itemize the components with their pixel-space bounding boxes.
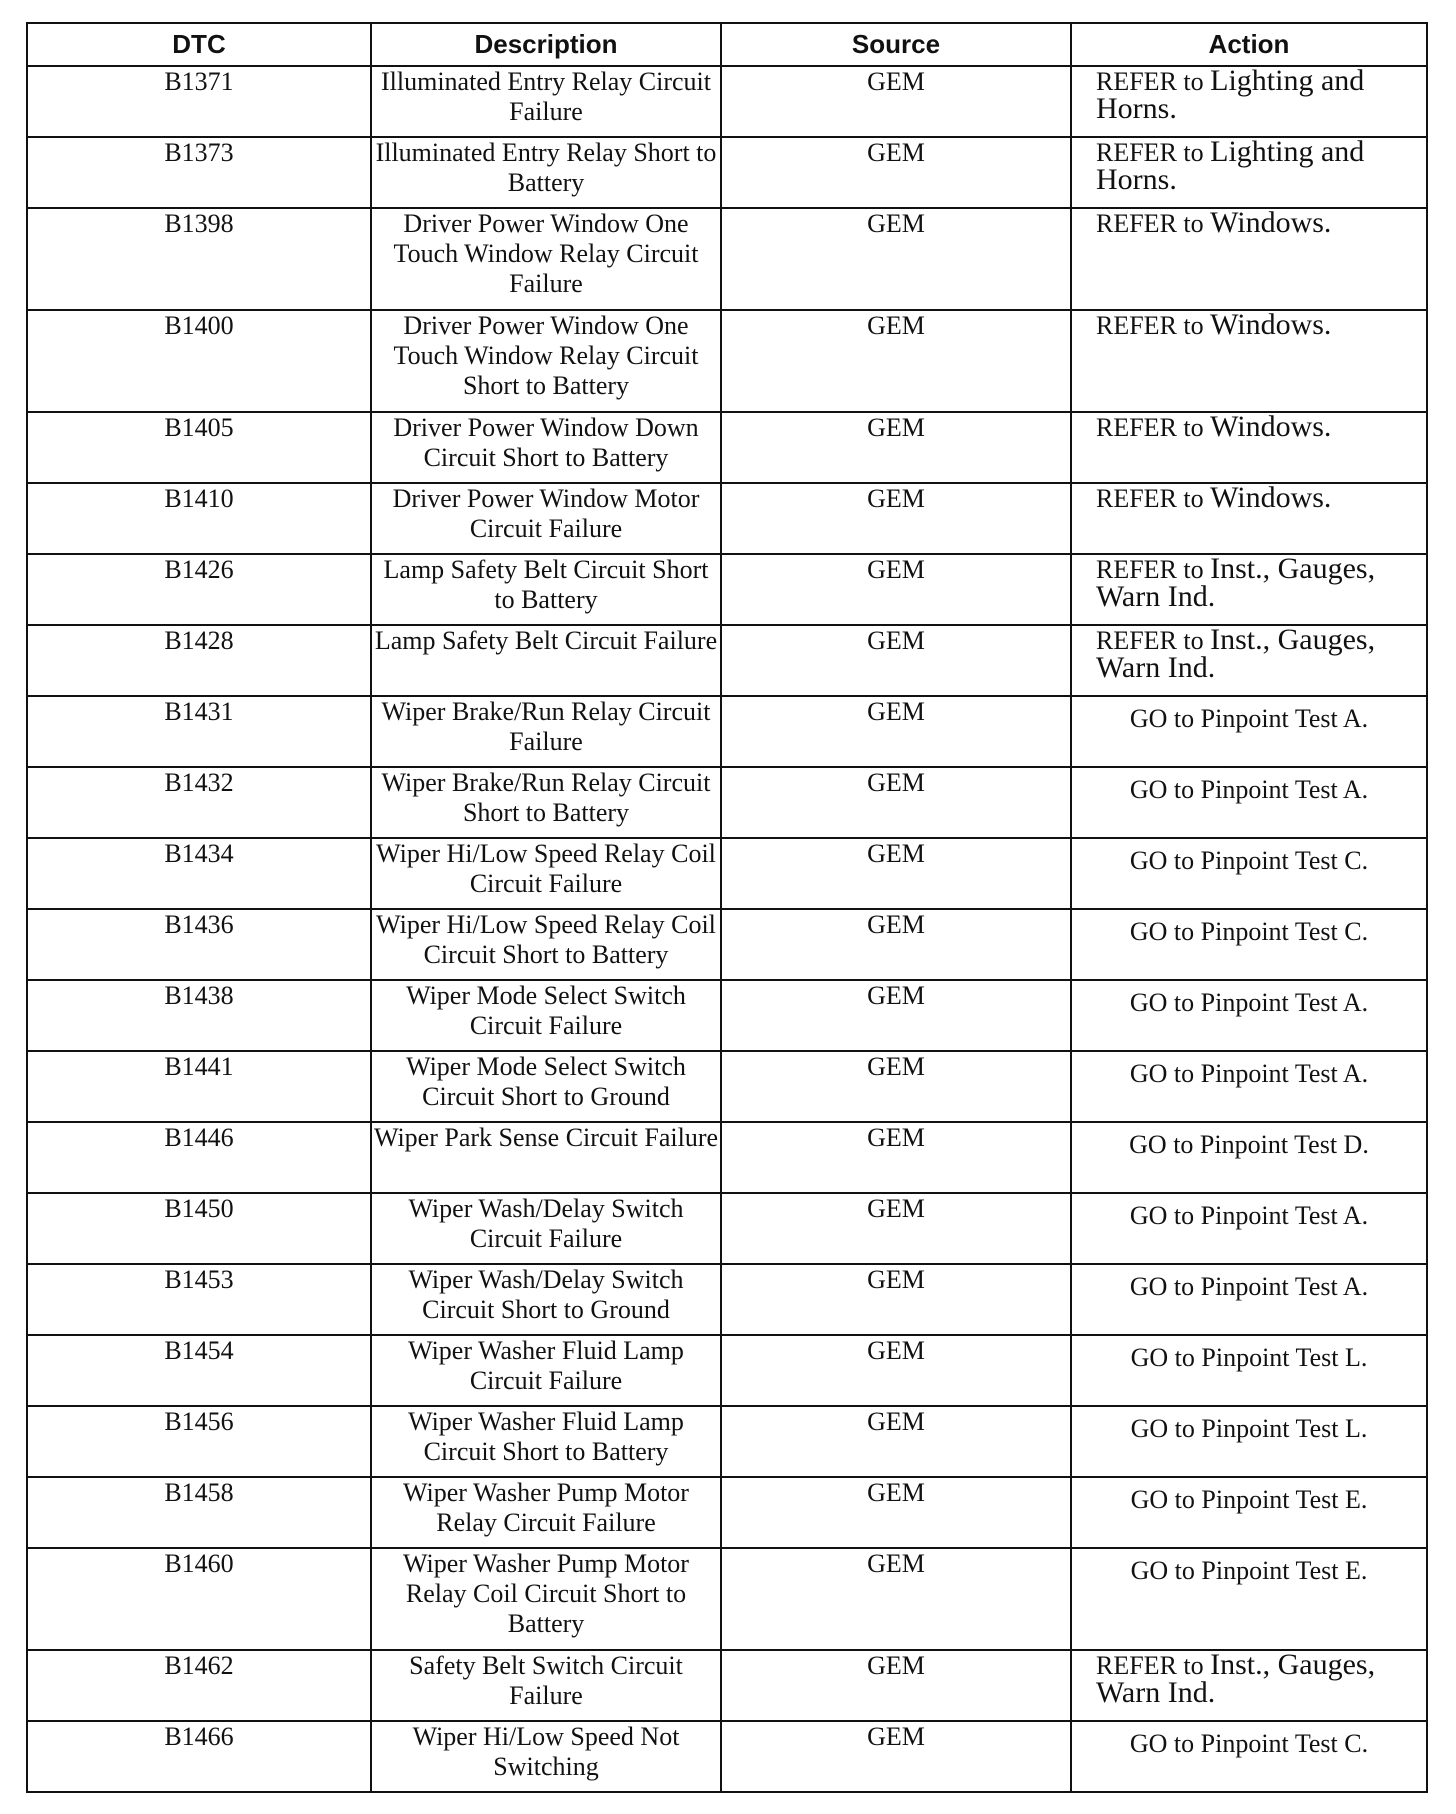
table-row (27, 1650, 1427, 1721)
action-text: Lighting and Horns. (1096, 135, 1365, 196)
table-row (27, 696, 1427, 767)
description: Wiper Brake/Run Relay Circuit Short to Battery (371, 767, 721, 838)
source: GEM (721, 625, 1071, 696)
description: Driver Power Window One Touch Window Relay Circuit Failure (371, 208, 721, 310)
description: Wiper Hi/Low Speed Relay Coil Circuit Short to Battery (371, 909, 721, 980)
dtc-table-page (26, 22, 1426, 1793)
action-prefix: REFER to (1096, 1651, 1204, 1680)
action (1071, 208, 1427, 310)
description: Wiper Wash/Delay Switch Circuit Short to Ground (371, 1264, 721, 1335)
action (1071, 554, 1427, 625)
description: Illuminated Entry Relay Short to Battery (371, 137, 721, 208)
header-action: Action (1071, 23, 1427, 66)
description: Safety Belt Switch Circuit Failure (371, 1650, 721, 1721)
action-prefix: REFER to (1096, 413, 1204, 442)
dtc-code: B1434 (27, 838, 371, 909)
dtc-code: B1466 (27, 1721, 371, 1792)
table-row (27, 909, 1427, 980)
source: GEM (721, 66, 1071, 137)
action: GO to Pinpoint Test A. (1071, 696, 1427, 767)
table-row (27, 483, 1427, 554)
description: Lamp Safety Belt Circuit Short to Battery (371, 554, 721, 625)
dtc-code: B1426 (27, 554, 371, 625)
description: Wiper Washer Pump Motor Relay Coil Circuit Short to Battery (371, 1548, 721, 1650)
action: GO to Pinpoint Test E. (1071, 1477, 1427, 1548)
source: GEM (721, 1051, 1071, 1122)
action (1071, 1650, 1427, 1721)
dtc-table (26, 22, 1428, 1793)
description: Wiper Hi/Low Speed Relay Coil Circuit Failure (371, 838, 721, 909)
source: GEM (721, 137, 1071, 208)
table-row (27, 1406, 1427, 1477)
action: GO to Pinpoint Test A. (1071, 1264, 1427, 1335)
dtc-code: B1410 (27, 483, 371, 554)
dtc-code: B1432 (27, 767, 371, 838)
source: GEM (721, 1193, 1071, 1264)
source: GEM (721, 909, 1071, 980)
description: Driver Power Window One Touch Window Relay Circuit Short to Battery (371, 310, 721, 412)
source: GEM (721, 1264, 1071, 1335)
header-source: Source (721, 23, 1071, 66)
action (1071, 483, 1427, 554)
table-row (27, 980, 1427, 1051)
description: Wiper Park Sense Circuit Failure (371, 1122, 721, 1193)
dtc-code: B1453 (27, 1264, 371, 1335)
action-text: Windows. (1210, 481, 1332, 514)
table-row (27, 1721, 1427, 1792)
action: GO to Pinpoint Test E. (1071, 1548, 1427, 1650)
source: GEM (721, 1477, 1071, 1548)
table-row (27, 208, 1427, 310)
source: GEM (721, 980, 1071, 1051)
action-prefix: REFER to (1096, 138, 1204, 167)
source: GEM (721, 1406, 1071, 1477)
action: GO to Pinpoint Test D. (1071, 1122, 1427, 1193)
source: GEM (721, 1548, 1071, 1650)
description: Driver Power Window Down Circuit Short to Battery (371, 412, 721, 483)
dtc-code: B1436 (27, 909, 371, 980)
table-row (27, 1548, 1427, 1650)
action-prefix: REFER to (1096, 311, 1204, 340)
dtc-code: B1371 (27, 66, 371, 137)
dtc-code: B1373 (27, 137, 371, 208)
description: Illuminated Entry Relay Circuit Failure (371, 66, 721, 137)
table-row (27, 1264, 1427, 1335)
source: GEM (721, 1721, 1071, 1792)
action: GO to Pinpoint Test C. (1071, 838, 1427, 909)
table-row (27, 554, 1427, 625)
action-prefix: REFER to (1096, 484, 1204, 513)
action-prefix: REFER to (1096, 67, 1204, 96)
dtc-code: B1431 (27, 696, 371, 767)
source: GEM (721, 1122, 1071, 1193)
dtc-code: B1460 (27, 1548, 371, 1650)
header-dtc: DTC (27, 23, 371, 66)
action (1071, 412, 1427, 483)
source: GEM (721, 767, 1071, 838)
table-row (27, 1477, 1427, 1548)
table-row (27, 838, 1427, 909)
dtc-code: B1398 (27, 208, 371, 310)
action (1071, 137, 1427, 208)
action: GO to Pinpoint Test L. (1071, 1406, 1427, 1477)
source: GEM (721, 1650, 1071, 1721)
action-prefix: REFER to (1096, 626, 1204, 655)
description: Wiper Washer Fluid Lamp Circuit Short to Battery (371, 1406, 721, 1477)
action (1071, 625, 1427, 696)
action-text: Inst., Gauges, Warn Ind. (1096, 623, 1376, 684)
action: GO to Pinpoint Test A. (1071, 767, 1427, 838)
table-header-row (27, 23, 1427, 66)
table-row (27, 625, 1427, 696)
dtc-code: B1428 (27, 625, 371, 696)
table-row (27, 1335, 1427, 1406)
action-text: Windows. (1210, 308, 1332, 341)
dtc-code: B1441 (27, 1051, 371, 1122)
table-row (27, 412, 1427, 483)
table-row (27, 1051, 1427, 1122)
action-text: Lighting and Horns. (1096, 64, 1365, 125)
action: GO to Pinpoint Test A. (1071, 1193, 1427, 1264)
description: Driver Power Window Motor Circuit Failure (371, 483, 721, 554)
dtc-code: B1400 (27, 310, 371, 412)
source: GEM (721, 554, 1071, 625)
table-row (27, 1193, 1427, 1264)
action-prefix: REFER to (1096, 555, 1204, 584)
action-text: Inst., Gauges, Warn Ind. (1096, 552, 1376, 613)
action (1071, 310, 1427, 412)
description: Lamp Safety Belt Circuit Failure (371, 625, 721, 696)
dtc-code: B1456 (27, 1406, 371, 1477)
source: GEM (721, 412, 1071, 483)
table-row (27, 767, 1427, 838)
table-row (27, 137, 1427, 208)
table-row (27, 1122, 1427, 1193)
description: Wiper Mode Select Switch Circuit Failure (371, 980, 721, 1051)
source: GEM (721, 483, 1071, 554)
dtc-code: B1462 (27, 1650, 371, 1721)
description: Wiper Washer Pump Motor Relay Circuit Failure (371, 1477, 721, 1548)
description: Wiper Washer Fluid Lamp Circuit Failure (371, 1335, 721, 1406)
dtc-code: B1450 (27, 1193, 371, 1264)
description: Wiper Wash/Delay Switch Circuit Failure (371, 1193, 721, 1264)
table-row (27, 66, 1427, 137)
source: GEM (721, 696, 1071, 767)
source: GEM (721, 310, 1071, 412)
header-description: Description (371, 23, 721, 66)
description: Wiper Mode Select Switch Circuit Short to Ground (371, 1051, 721, 1122)
dtc-code: B1405 (27, 412, 371, 483)
source: GEM (721, 208, 1071, 310)
action-prefix: REFER to (1096, 209, 1204, 238)
action: GO to Pinpoint Test C. (1071, 1721, 1427, 1792)
dtc-code: B1438 (27, 980, 371, 1051)
action-text: Windows. (1210, 410, 1332, 443)
action-text: Inst., Gauges, Warn Ind. (1096, 1648, 1376, 1709)
dtc-code: B1458 (27, 1477, 371, 1548)
action-text: Windows. (1210, 206, 1332, 239)
action: GO to Pinpoint Test A. (1071, 980, 1427, 1051)
table-row (27, 310, 1427, 412)
dtc-code: B1454 (27, 1335, 371, 1406)
description: Wiper Brake/Run Relay Circuit Failure (371, 696, 721, 767)
dtc-code: B1446 (27, 1122, 371, 1193)
action (1071, 66, 1427, 137)
source: GEM (721, 1335, 1071, 1406)
action: GO to Pinpoint Test A. (1071, 1051, 1427, 1122)
action: GO to Pinpoint Test L. (1071, 1335, 1427, 1406)
description: Wiper Hi/Low Speed Not Switching (371, 1721, 721, 1792)
source: GEM (721, 838, 1071, 909)
action: GO to Pinpoint Test C. (1071, 909, 1427, 980)
